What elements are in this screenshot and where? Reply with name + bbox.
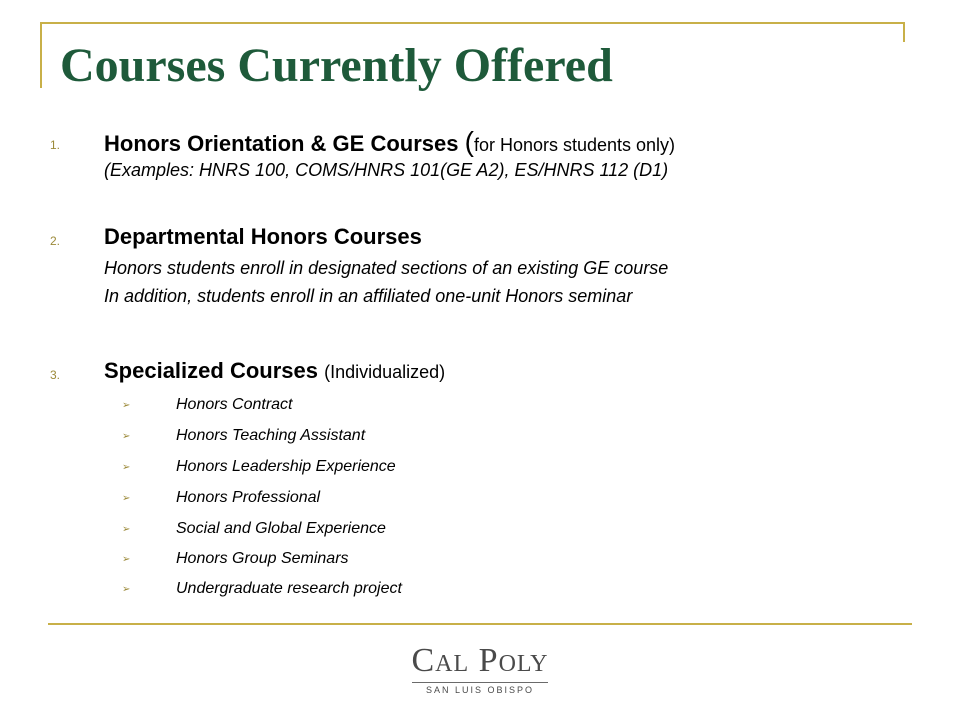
heading-aside: (Individualized) (324, 362, 446, 382)
arrow-bullet-icon: ➢ (122, 462, 131, 473)
bullet-text: Social and Global Experience (176, 520, 386, 537)
bullet-item (0, 580, 600, 600)
examples-text: (Examples: HNRS 100, COMS/HNRS 101(GE A2), ES/HNRS 112 (D1) (104, 160, 669, 180)
bullet-text: Undergraduate research project (176, 580, 402, 597)
item-line: In addition, students enroll in an affiliated one-unit Honors seminar (104, 286, 633, 306)
bullet-text: Honors Contract (176, 396, 293, 413)
logo-divider (412, 682, 548, 683)
footer-rule (48, 623, 912, 625)
arrow-bullet-icon: ➢ (122, 554, 131, 565)
bullet-text: Honors Leadership Experience (176, 458, 396, 475)
item-line (104, 160, 668, 181)
item-number: 1. (50, 138, 61, 152)
cal-poly-logo (404, 642, 556, 698)
arrow-bullet-icon: ➢ (122, 524, 131, 535)
bullet-text: Honors Professional (176, 489, 321, 506)
bullet-text: Honors Group Seminars (176, 550, 349, 567)
bullet-item (0, 458, 600, 478)
bullet-item (0, 396, 600, 416)
arrow-bullet-icon: ➢ (122, 431, 131, 442)
arrow-bullet-icon: ➢ (122, 584, 131, 595)
item-heading (104, 126, 675, 158)
bullet-item (0, 520, 600, 540)
heading-text: Specialized Courses (104, 358, 318, 383)
slide-title: Courses Currently Offered (60, 39, 613, 92)
heading-text: Honors Orientation & GE Courses (104, 131, 459, 156)
item-heading (104, 358, 445, 384)
logo-wordmark: Cal Poly (411, 642, 549, 679)
arrow-bullet-icon: ➢ (122, 400, 131, 411)
bullet-item (0, 550, 600, 570)
heading-aside: for Honors students only) (473, 135, 676, 155)
item-heading: Departmental Honors Courses (104, 224, 422, 249)
frame-left-line (40, 22, 42, 88)
logo-subtitle: SAN LUIS OBISPO (425, 685, 535, 695)
item-number: 3. (50, 368, 61, 382)
item-line: Honors students enroll in designated sections of an existing GE course (104, 258, 669, 278)
bullet-text: Honors Teaching Assistant (176, 427, 366, 444)
item-number: 2. (50, 234, 61, 248)
heading-paren: ( (464, 126, 474, 157)
bullet-item (0, 427, 600, 447)
bullet-item (0, 489, 600, 509)
arrow-bullet-icon: ➢ (122, 493, 131, 504)
frame-top-line (40, 22, 904, 24)
frame-right-line (903, 22, 905, 42)
